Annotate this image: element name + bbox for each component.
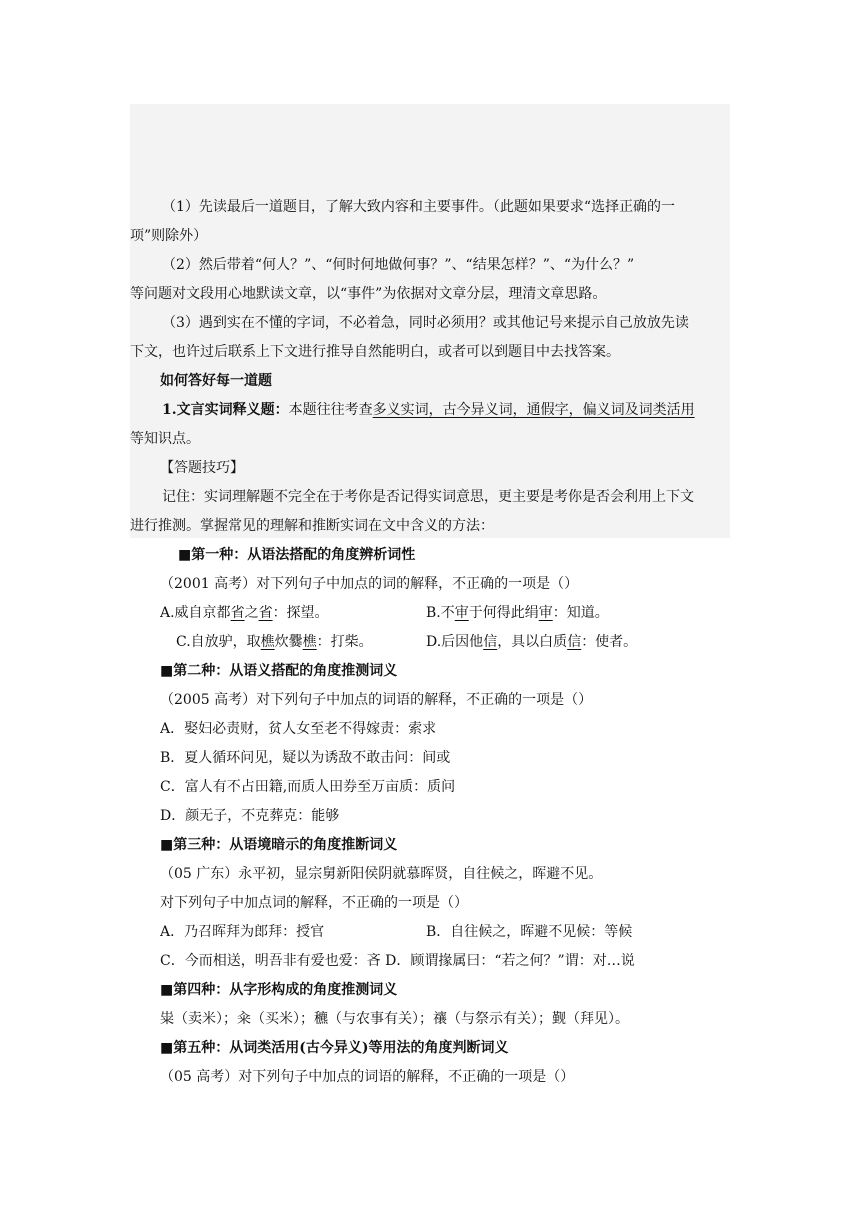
m1-option-d: D.后因他信，具以白质信：使者。: [426, 634, 638, 650]
m1-heading: ■第一种：从语法搭配的角度辨析词性: [178, 547, 416, 563]
m3-row1: [160, 922, 760, 942]
m4-heading: ■第四种：从字形构成的角度推测词义: [160, 982, 398, 998]
q1-line2: 等知识点。: [130, 431, 200, 447]
m2-question: （2005 高考）对下列句子中加点的词语的解释，不正确的一项是（）: [160, 692, 593, 708]
q1-line1: [130, 400, 762, 420]
tips-line1: 记住：实词理解题不完全在于考你是否记得实词意思，更主要是考你是否会利用上下文: [162, 489, 694, 505]
q1-text-underlined: 多义实词，古今异义词，通假字，偏义词及词类活用: [372, 402, 695, 418]
m3-heading: ■第三种：从语境暗示的角度推断词义: [160, 837, 398, 853]
m1-question: （2001 高考）对下列句子中加点的词的解释，不正确的一项是（）: [160, 576, 579, 592]
intro-p1-line2: 项”则除外）: [130, 228, 208, 244]
intro-p2-line1: （2）然后带着“何人？”、“何时何地做何事？”、“结果怎样？”、“为什么？”: [162, 257, 635, 273]
q1-text-a: 本题往往考查: [288, 402, 373, 418]
intro-p3-line2: 下文，也许过后联系上下文进行推导自然能明白，或者可以到题目中去找答案。: [130, 344, 620, 360]
q1-title: 1.文言实词释义题：: [162, 402, 289, 418]
tips-label: 【答题技巧】: [160, 460, 244, 476]
m5-heading: ■第五种：从词类活用(古今异义)等用法的角度判断词义: [160, 1040, 509, 1056]
m3-option-b: B．自往候之，晖避不见候：等候: [426, 924, 633, 940]
m1-row2: [176, 632, 776, 652]
m2-option-c: C．富人有不占田籍,而质人田券至万亩质：质问: [160, 779, 456, 795]
tips-line2: 进行推测。掌握常见的理解和推断实词在文中含义的方法：: [130, 518, 494, 534]
m3-context: （05 广东）永平初，显宗舅新阳侯阴就慕晖贤，自往候之，晖避不见。: [160, 866, 603, 882]
m2-option-d: D．颜无子，不克葬克：能够: [160, 808, 340, 824]
m5-question: （05 高考）对下列句子中加点的词语的解释，不正确的一项是（）: [160, 1069, 575, 1085]
m1-option-c: C.自放驴，取樵炊爨樵：打柴。: [176, 634, 373, 650]
intro-p3-line1: （3）遇到实在不懂的字词，不必着急，同时必须用？或其他记号来提示自己放放先读: [162, 315, 689, 331]
m1-row1: [160, 603, 760, 623]
m3-option-a: A．乃召晖拜为郎拜：授官: [160, 924, 325, 940]
m4-text: 粜（卖米）；籴（买米）；穮（与农事有关）；禳（与祭示有关）；觐（拜见）。: [160, 1011, 629, 1027]
m2-heading: ■第二种：从语义搭配的角度推测词义: [160, 663, 398, 679]
m1-option-a: A.威自京都省之省：探望。: [160, 605, 329, 621]
m2-option-a: A．娶妇必责财，贫人女至老不得嫁责：索求: [160, 721, 437, 737]
m3-option-cd: C．今而相送，明吾非有爱也爱：吝 D．顾谓掾属曰：“若之何？”谓：对…说: [160, 953, 635, 969]
m1-option-b: B.不审于何得此绢审：知道。: [426, 605, 609, 621]
m3-question: 对下列句子中加点词的解释，不正确的一项是（）: [160, 895, 468, 911]
intro-p2-line2: 等问题对文段用心地默读文章，以“事件”为依据对文章分层，理清文章思路。: [130, 286, 607, 302]
main-heading: 如何答好每一道题: [160, 373, 272, 389]
intro-p1-line1: （1）先读最后一道题目，了解大致内容和主要事件。（此题如果要求“选择正确的一: [162, 199, 676, 215]
m2-option-b: B．夏人循环问见，疑以为诱敌不敢击问：间或: [160, 750, 451, 766]
